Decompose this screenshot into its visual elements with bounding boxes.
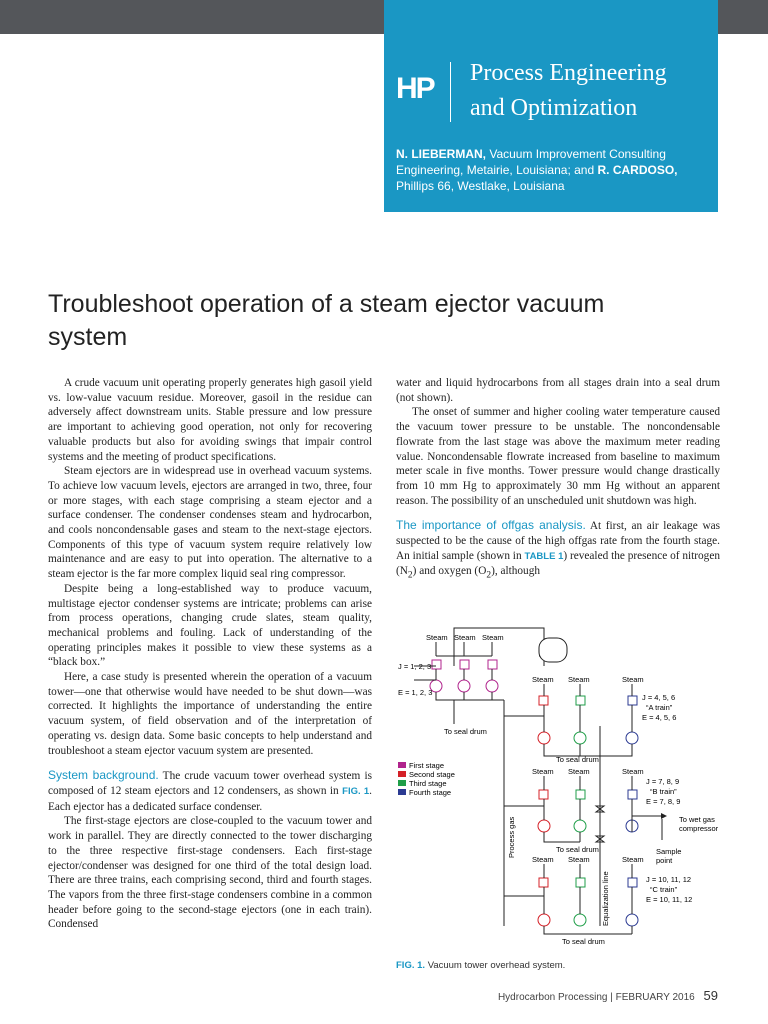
steam-label: Steam xyxy=(532,675,554,684)
a-train-label: “A train” xyxy=(646,703,673,712)
process-gas-label: Process gas xyxy=(507,816,516,858)
steam-label: Steam xyxy=(568,855,590,864)
e456-label: E = 4, 5, 6 xyxy=(642,713,677,722)
article-title: Troubleshoot operation of a steam ejector vacuum system xyxy=(48,290,605,351)
legend-second-stage: Second stage xyxy=(409,770,455,779)
journal-name: Hydrocarbon Processing xyxy=(497,992,608,1003)
compressor-label: compressor xyxy=(679,824,719,833)
point-label: point xyxy=(656,856,673,865)
author2-name: R. CARDOSO, xyxy=(597,163,678,177)
legend-third-stage: Third stage xyxy=(409,779,447,788)
top-accent-bar xyxy=(384,0,718,34)
to-seal-drum-label: To seal drum xyxy=(562,937,605,946)
author1-affiliation: Vacuum Improvement Consulting Engineering, Metairie, Louisiana; and xyxy=(396,147,666,177)
author1-name: N. LIEBERMAN, xyxy=(396,147,486,161)
b-train-label: “B train” xyxy=(650,787,677,796)
issue-date: FEBRUARY 2016 xyxy=(615,992,695,1003)
subhead-offgas-analysis: The importance of offgas analysis. xyxy=(396,518,586,533)
steam-label: Steam xyxy=(426,633,448,642)
steam-label: Steam xyxy=(454,633,476,642)
sample-label: Sample xyxy=(656,847,682,856)
legend-fourth-stage: Fourth stage xyxy=(409,788,452,797)
to-wet-gas-label: To wet gas xyxy=(679,815,715,824)
j456-label: J = 4, 5, 6 xyxy=(642,693,676,702)
e101112-label: E = 10, 11, 12 xyxy=(646,895,693,904)
page-footer: Hydrocarbon Processing | FEBRUARY 2016 59 xyxy=(497,988,718,1003)
j101112-label: J = 10, 11, 12 xyxy=(646,875,692,884)
header-divider xyxy=(450,62,451,122)
paragraph: The onset of summer and higher cooling water temperature caused the vacuum tower pressure to be unstable. The noncondensable flowrate from the last stage was above the maximum meter reading value. Noncondensable flowrate increased from baseline to maximum meter scale in five months. Tower pressure would change drastically from 10 mm Hg to approximately 30 mm Hg without an apparent reason. The possibility of an unscheduled unit shutdown was high. xyxy=(396,406,720,507)
j123-label: J = 1, 2, 3 xyxy=(398,662,432,671)
steam-label: Steam xyxy=(532,767,554,776)
figure-caption xyxy=(396,960,565,971)
fig1-link[interactable]: FIG. 1 xyxy=(342,785,370,797)
section-title-line1: Process Engineering xyxy=(470,60,667,86)
c-train-label: “C train” xyxy=(650,885,678,894)
equalization-line-label: Equalization line xyxy=(601,871,610,926)
fourth-stage-ejectors xyxy=(538,878,638,926)
steam-label: Steam xyxy=(568,675,590,684)
legend xyxy=(398,761,455,797)
authors xyxy=(396,146,714,194)
steam-label: Steam xyxy=(622,855,644,864)
steam-label: Steam xyxy=(568,767,590,776)
section-title xyxy=(470,56,667,126)
section-title-line2: and Optimization xyxy=(470,95,638,121)
seal-drum-icon xyxy=(539,638,567,662)
steam-label: Steam xyxy=(482,633,504,642)
paragraph: Despite being a long-established way to produce vacuum, multistage ejector condenser systems are intricate; problems can arise from process operations, changing crude slates, steam quality, mechanical problems and fouling. Lack of understanding of the operating principles makes it possible to view these systems as a “black box.” xyxy=(48,582,372,669)
caption-text: Vacuum tower overhead system. xyxy=(427,960,566,971)
e789-label: E = 7, 8, 9 xyxy=(646,797,681,806)
steam-label: Steam xyxy=(532,855,554,864)
to-seal-drum-label: To seal drum xyxy=(444,727,487,736)
table1-link[interactable]: TABLE 1 xyxy=(524,550,564,562)
paragraph: A crude vacuum unit operating properly generates high gasoil yield vs. low-value vacuum residue. Moreover, gasoil in the residue can adversely affect downstream units. Stable pressure and low pressure are important to achieving good operation, not only for recovering valuable products but also for avoiding swings that impair control systems and the meeting of product specifications. xyxy=(48,377,372,463)
right-column: water and liquid hydrocarbons from all stages drain into a seal drum (not shown). The onset of summer and higher cooling water temperature caused the vacuum tower pressure to be unstable. The noncondensable flowrate from the last stage was above the maximum meter reading value. Noncondensable flowrate increased from baseline to maximum meter scale in five months. Tower pressure would change drastically from 10 mm Hg to approximately 30 mm Hg without an apparent reason. The possibility of an unscheduled unit shutdown was high. The importance of offgas analysis. At first, an air leakage was suspected to be the cause of the high offgas rate from the fourth stage. An initial sample (shown in TABLE 1) revealed the presence of nitrogen $(N_2)$ and oxygen $(O_2)$, although xyxy=(396,377,721,581)
paragraph: Steam ejectors are in widespread use in overhead vacuum systems. To achieve low vacuum levels, ejectors are arranged in two, three, four or more stages, with each stage comprising a steam ejector and a surface condenser. The condenser condenses steam and hydrocarbon, and cools noncondensable gases and steam to the next-stage ejectors. Components of this type of vacuum system require relatively low maintenance and are easy to put into operation. The alternative to a steam ejector is the far more complex liquid seal ring compressor. xyxy=(48,465,372,581)
j789-label: J = 7, 8, 9 xyxy=(646,777,680,786)
author2-affiliation: Phillips 66, Westlake, Louisiana xyxy=(396,179,565,193)
legend-first-stage: First stage xyxy=(409,761,445,770)
third-stage-ejectors xyxy=(538,790,638,832)
section-header xyxy=(384,34,718,212)
figure-vacuum-system xyxy=(394,626,724,962)
e123-label: E = 1, 2, 3 xyxy=(398,688,433,697)
to-seal-drum-label: To seal drum xyxy=(556,845,599,854)
paragraph: water and liquid hydrocarbons from all stages drain into a seal drum (not shown). xyxy=(396,377,720,404)
left-column: A crude vacuum unit operating properly generates high gasoil yield vs. low-value vacuum residue. Moreover, gasoil in the residue can adversely affect downstream units. Stable pressure and low pressure are important to achieving good operation, not only for recovering valuable products but also for avoiding swings that impair control systems and the meeting of product specifications. Steam ejectors are in widespread use in overhead vacuum systems. To achieve low vacuum levels, ejectors are arranged in two, three, four or more stages, with each stage comprising a steam ejector and a surface condenser. The condenser condenses steam and hydrocarbon, and cools noncondensable gases and steam to the next-stage ejectors. Components of this type of vacuum system require relatively low maintenance and are easy to put into operation. The alternative to a steam ejector is the far more complex liquid seal ring compressor. Despite being a long-established way to produce vacuum, multistage ejector condenser systems are intricate; problems can arise from process operations, changing crude slates, steam quality, mechanical problems and fouling. Lack of understanding of the operating principles makes it possible to view these systems as a “black box.” Here, a case study is presented wherein the operation of a vacuum tower—one that otherwise would have needed to be shut down—was corrected. It highlights the importance of understanding the entire vacuum system, of field observation and of the interpretation of operating vs. design data. Some basic concepts to help understand and troubleshoot a steam ejector vacuum system are presented. System background. The crude vacuum tower overhead system is composed of 12 steam ejectors and 12 condensers, as shown in FIG. 1. Each ejector has a dedicated surface condenser. The first-stage ejectors are close-coupled to the vacuum tower and work in parallel. They are directly connected to the tower discharging to the three respective first-stage condensers. Each first-stage ejector/condenser was designed for one third of the total design load. There are three trains, each comprising second, third and fourth stages. The vapors from the three first-stage condensers combine in a common header before going to the second-stage ejectors (one in each train). Condensed xyxy=(48,377,372,931)
caption-label: FIG. 1. xyxy=(396,960,426,971)
paragraph: The first-stage ejectors are close-coupled to the vacuum tower and work in parallel. They are directly connected to the tower discharging to the three respective first-stage condensers. Each first-stage ejector/condenser was designed for one third of the total design load. There are three trains, each comprising second, third and fourth stages. The vapors from the three first-stage condensers combine in a common header before going to the second-stage ejectors (one in each train). Condensed xyxy=(48,815,372,931)
subhead-system-background: System background. xyxy=(48,768,159,783)
page-number: 59 xyxy=(703,988,718,1003)
steam-label: Steam xyxy=(622,767,644,776)
to-seal-drum-label: To seal drum xyxy=(556,755,599,764)
second-stage-ejectors xyxy=(538,696,638,744)
steam-label: Steam xyxy=(622,675,644,684)
paragraph: Here, a case study is presented wherein the operation of a vacuum tower—one that otherwise would have needed to be shut down—was corrected. It highlights the importance of understanding the entire vacuum system, of field observation and of the interpretation of operating vs. design data. Some basic concepts to help understand and troubleshoot a steam ejector vacuum system are presented. xyxy=(48,671,372,757)
hp-logo: HP xyxy=(396,72,434,105)
